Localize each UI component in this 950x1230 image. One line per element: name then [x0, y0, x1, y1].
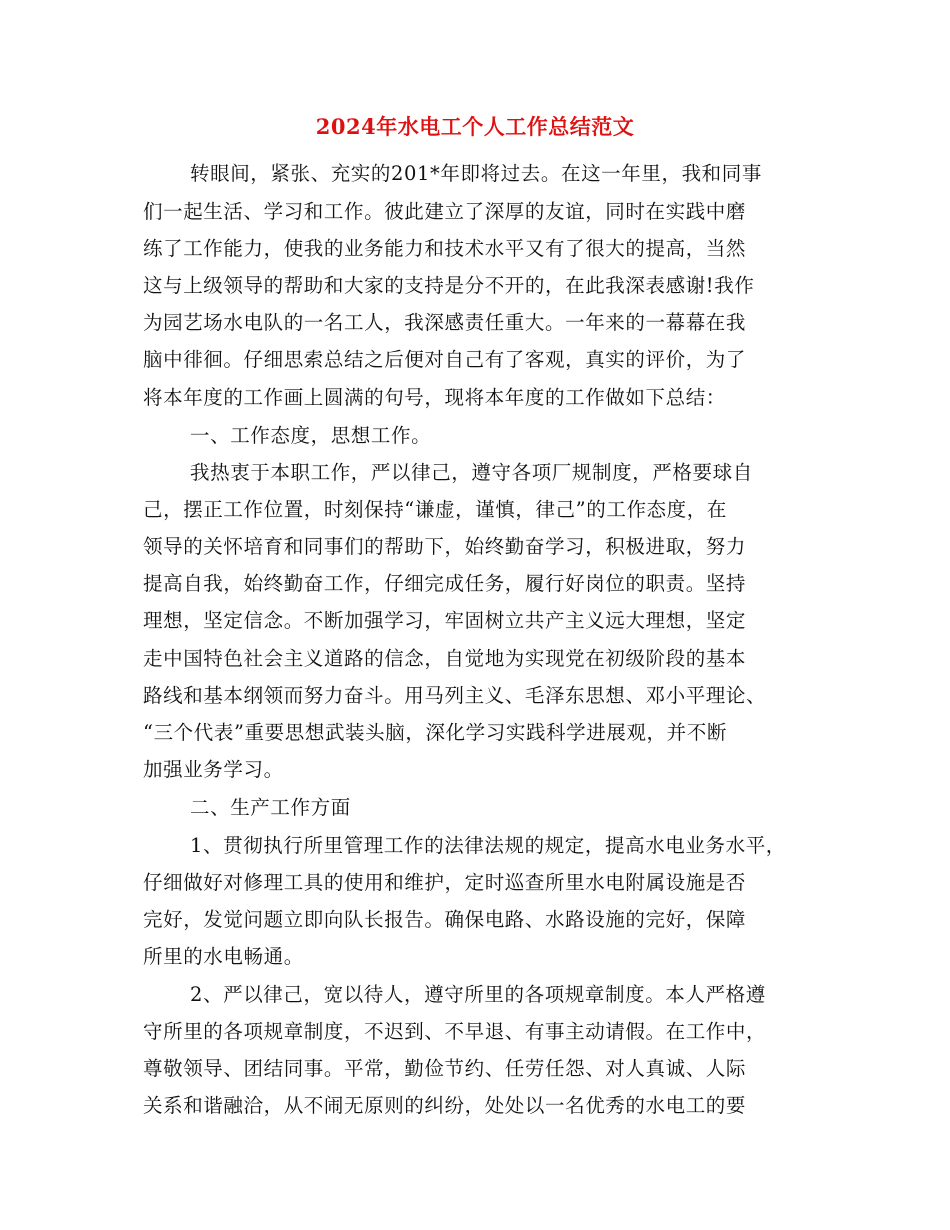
body-line: 2、严以律己，宽以待人，遵守所里的各项规章制度。本人严格遵: [190, 983, 766, 1006]
body-line: 为园艺场水电队的一名工人，我深感责任重大。一年来的一幕幕在我: [143, 311, 747, 334]
body-line: 守所里的各项规章制度，不迟到、不早退、有事主动请假。在工作中，: [143, 1020, 767, 1043]
body-line: 领导的关怀培育和同事们的帮助下，始终勤奋学习，积极进取，努力: [143, 535, 747, 558]
body-line: 练了工作能力，使我的业务能力和技术水平又有了很大的提高，当然: [143, 237, 747, 260]
body-line: 提高自我，始终勤奋工作，仔细完成任务，履行好岗位的职责。坚持: [143, 572, 747, 595]
body-line: 己，摆正工作位置，时刻保持“谦虚，谨慎，律己”的工作态度，在: [143, 498, 727, 521]
body-line: 关系和谐融洽，从不闹无原则的纠纷，处处以一名优秀的水电工的要: [143, 1094, 747, 1117]
body-line: 路线和基本纲领而努力奋斗。用马列主义、毛泽东思想、邓小平理论、: [143, 684, 767, 707]
body-line: 们一起生活、学习和工作。彼此建立了深厚的友谊，同时在实践中磨: [143, 200, 747, 223]
body-line: 完好，发觉问题立即向队长报告。确保电路、水路设施的完好，保障: [143, 908, 747, 931]
section-heading: 二、生产工作方面: [190, 796, 351, 819]
body-line: “三个代表”重要思想武装头脑，深化学习实践科学进展观，并不断: [143, 721, 727, 744]
body-line: 走中国特色社会主义道路的信念，自觉地为实现党在初级阶段的基本: [143, 647, 747, 670]
body-line: 理想，坚定信念。不断加强学习，牢固树立共产主义远大理想，坚定: [143, 609, 747, 632]
body-line: 尊敬领导、团结同事。平常，勤俭节约、任劳任怨、对人真诚、人际: [143, 1057, 747, 1080]
body-line: 所里的水电畅通。: [143, 945, 304, 968]
document-title: 2024年水电工个人工作总结范文: [315, 114, 635, 139]
body-line: 加强业务学习。: [143, 758, 284, 781]
body-line: 将本年度的工作画上圆满的句号，现将本年度的工作做如下总结：: [143, 386, 726, 409]
body-line: 我热衷于本职工作，严以律己，遵守各项厂规制度，严格要球自: [190, 461, 753, 484]
body-line: 1、贯彻执行所里管理工作的法律法规的规定，提高水电业务水平，: [190, 834, 786, 857]
body-line: 这与上级领导的帮助和大家的支持是分不开的，在此我深表感谢!我作: [143, 274, 755, 297]
body-line: 转眼间，紧张、充实的201*年即将过去。在这一年里，我和同事: [190, 162, 762, 185]
body-line: 脑中徘徊。仔细思索总结之后便对自己有了客观，真实的评价，为了: [143, 348, 747, 371]
section-heading: 一、工作态度，思想工作。: [190, 424, 432, 447]
body-line: 仔细做好对修理工具的使用和维护，定时巡查所里水电附属设施是否: [143, 871, 747, 894]
